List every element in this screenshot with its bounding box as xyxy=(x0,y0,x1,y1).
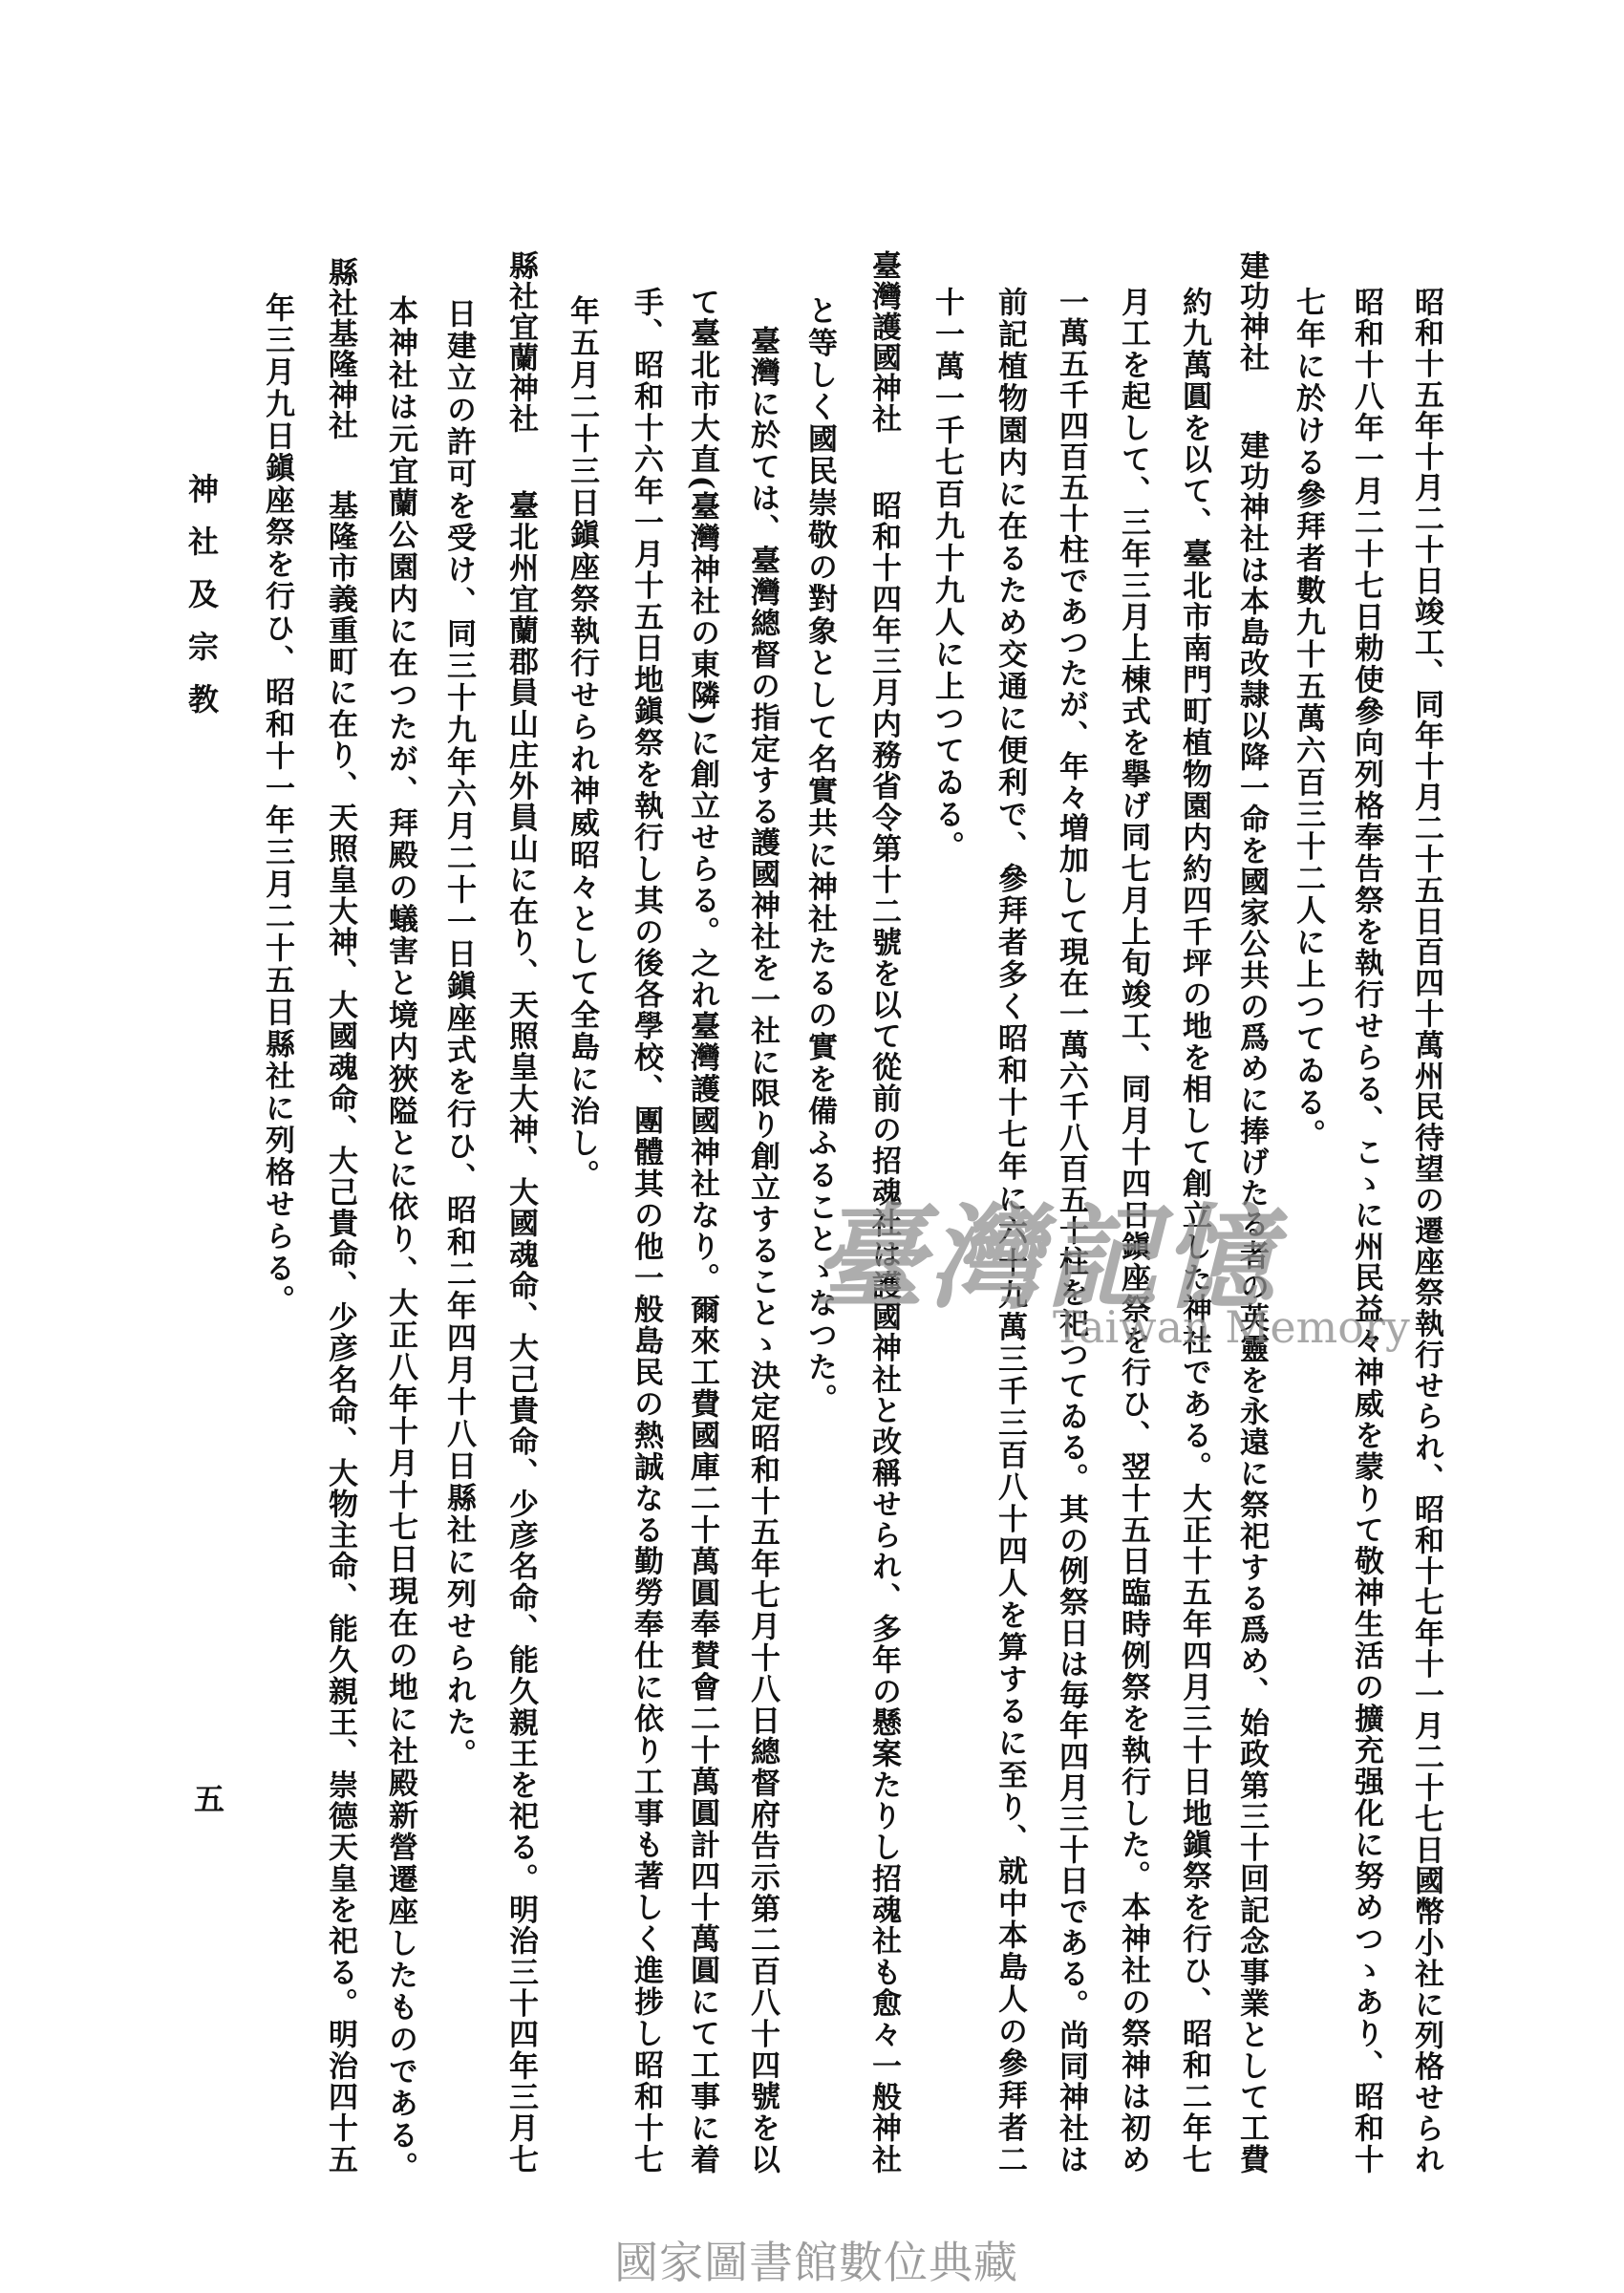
body-column: 年五月二十三日鎭座祭執行せられ神威昭々として全島に治し。 xyxy=(565,295,599,1191)
section-heading-gokoku: 臺灣護國神社 xyxy=(866,250,901,434)
body-column: 基隆市義重町に在り、天照皇大神、大國魂命、大己貴命、少彦名命、大物主命、能久親王、崇德天皇を祀る。明治四十五 xyxy=(323,490,357,2174)
watermark-logo: 臺灣記憶 xyxy=(812,1191,1279,1324)
body-column: 建功神社は本島改隷以降一命を國家公共の爲めに捧げたる者の英靈を永遠に祭祀する爲め、始政第三十回記念事業として工費 xyxy=(1234,430,1269,2174)
body-column: 本神社は元宜蘭公園内に在つたが、拜殿の蟻害と境内狹隘とに依り、大正八年十月十七日現在の地に社殿新營遷座したものである。 xyxy=(383,295,417,2184)
watermark-subtitle: Taiwan Memory xyxy=(1053,1301,1410,1353)
section-heading-kenko: 建功神社 xyxy=(1234,250,1269,373)
body-column: 七年に於ける參拜者數九十五萬六百三十二人に上つてゐる。 xyxy=(1291,287,1325,1151)
footer-collection-label: 國家圖書館數位典藏 xyxy=(614,2237,1018,2288)
body-column: て臺北市大直(臺灣神社の東隣)に創立せらる。之れ臺灣護國神社なり。爾來工費國庫二十萬圓奉賛會二十萬圓計四十萬圓にて工事に着 xyxy=(685,287,719,2174)
body-column: 十一萬一千七百九十九人に上つてゐる。 xyxy=(930,287,964,863)
body-column: と等しく國民崇敬の對象として名實共に神社たるの實を備ふることゝなつた。 xyxy=(802,295,837,1416)
body-column: 昭和十五年十月二十日竣工、同年十月二十五日百四十萬州民待望の遷座祭執行せられ、昭和十七年十一月二十七日國幣小社に列格せられ xyxy=(1409,287,1443,2174)
page-number: 五 xyxy=(194,1781,225,1817)
body-column: 手、昭和十六年一月十五日地鎭祭を執行し其の後各學校、團體其の他一般島民の熱誠なる勤勞奉仕に依り工事も著しく進捗し昭和十七 xyxy=(629,287,663,2174)
body-column: 月工を起して、三年三月上棟式を擧げ同七月上旬竣工、同月十四日鎭座祭を行ひ、翌十五日臨時例祭を執行した。本神社の祭神は初め xyxy=(1116,287,1150,2174)
section-heading-giran: 縣社宜蘭神社 xyxy=(503,250,538,434)
body-column: 日建立の許可を受け、同三十九年六月二十一日鎭座式を行ひ、昭和二年四月十八日縣社に列せられた。 xyxy=(441,298,476,1770)
body-column: 臺北州宜蘭郡員山庄外員山に在り、天照皇大神、大國魂命、大己貴命、少彦名命、能久親王を祀る。明治三十四年三月七 xyxy=(503,490,538,2175)
page-header: 神社及宗教 xyxy=(183,473,220,736)
body-column: 昭和十八年一月二十七日勅使參向列格奉告祭を執行せらる、こゝに州民益々神威を蒙りて敬神生活の擴充强化に努めつゝあり、昭和十 xyxy=(1349,287,1383,2174)
body-column: 臺灣に於ては、臺灣總督の指定する護國神社を一社に限り創立することゝ決定昭和十五年七月十八日總督府告示第二百八十四號を以 xyxy=(745,326,780,2174)
section-heading-kiirun: 縣社基隆神社 xyxy=(323,257,357,440)
body-column: 年三月九日鎭座祭を行ひ、昭和十一年三月二十五日縣社に列格せらる。 xyxy=(260,292,294,1317)
body-column: 昭和十四年三月内務省令第十二號を以て從前の招魂社は護國神社と改稱せられ、多年の懸案たりし招魂社も愈々一般神社 xyxy=(866,490,901,2174)
body-column: 前記植物園内に在るため交通に便利で、參拜者多く昭和十七年に六十九萬三千三百八十四人を算するに至り、就中本島人の參拜者二 xyxy=(993,287,1027,2174)
body-column: 約九萬圓を以て、臺北市南門町植物園内約四千坪の地を相して創立した神社である。大正十五年四月三十日地鎭祭を行ひ、昭和二年七 xyxy=(1177,287,1211,2175)
body-column: 一萬五千四百五十柱であつたが、年々増加して現在一萬六千八百五十柱を祀つてゐる。其の例祭日は毎年四月三十日である。尚同神社は xyxy=(1054,287,1088,2175)
